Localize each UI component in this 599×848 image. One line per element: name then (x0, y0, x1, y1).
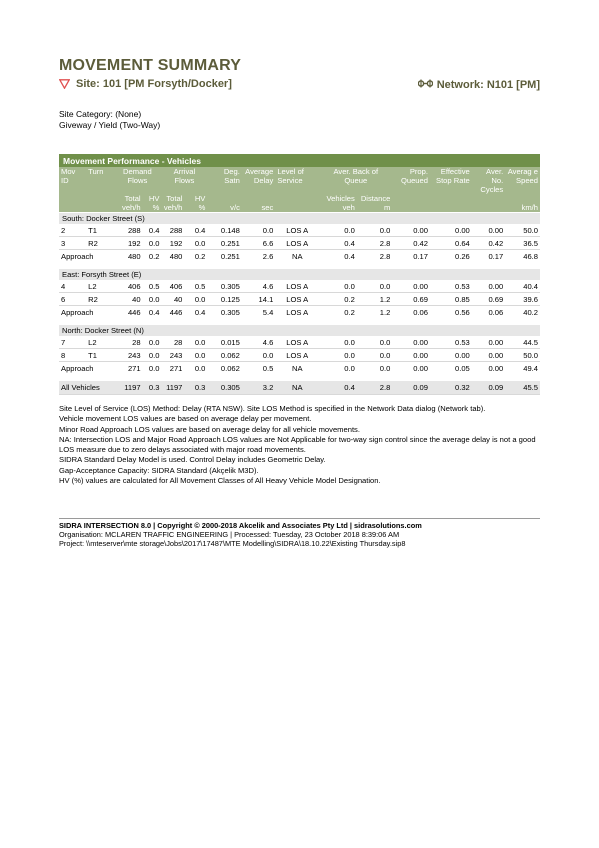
table-cell: 271 (113, 362, 142, 376)
table-cell: 36.5 (505, 237, 540, 250)
col-demand-flows: Demand Flows (113, 167, 161, 194)
table-cell: 0.32 (430, 381, 472, 395)
table-cell: 0.00 (472, 280, 505, 293)
col-mov-id: Mov ID (59, 167, 86, 194)
table-cell: 0.00 (430, 224, 472, 237)
table-cell: 0.0 (184, 362, 207, 376)
table-cell: 0.17 (472, 250, 505, 264)
table-cell: 0.0 (184, 349, 207, 362)
table-cell: 480 (113, 250, 142, 264)
table-cell: 0.0 (319, 224, 357, 237)
table-row (59, 349, 540, 362)
table-cell: LOS A (275, 336, 319, 349)
movement-table-container (59, 154, 540, 395)
table-cell: 2.6 (242, 250, 275, 264)
sub-queue-vehicles: Vehicles veh (319, 194, 357, 213)
all-vehicles-label: All Vehicles (59, 381, 113, 395)
table-cell: 0.3 (143, 381, 162, 395)
table-row (59, 224, 540, 237)
table-cell: 0.0 (319, 349, 357, 362)
table-cell: 14.1 (242, 293, 275, 306)
table-cell: 0.53 (430, 280, 472, 293)
section-name: East: Forsyth Street (E) (59, 269, 540, 280)
table-cell: 50.0 (505, 349, 540, 362)
approach-row (59, 306, 540, 320)
table-cell: 0.0 (319, 336, 357, 349)
table-cell: 0.305 (207, 306, 241, 320)
footer-organisation: Organisation: MCLAREN TRAFFIC ENGINEERING | Processed: Tuesday, 23 October 2018 8:39:06 AM (59, 530, 400, 540)
table-cell: 0.06 (472, 306, 505, 320)
table-cell: 0.4 (319, 250, 357, 264)
table-cell: 1197 (113, 381, 142, 395)
table-cell: 0.0 (143, 349, 162, 362)
footer-copyright: SIDRA INTERSECTION 8.0 | Copyright © 2000-2018 Akcelik and Associates Pty Ltd | sidrasolutions.com (59, 521, 422, 530)
table-cell: 0.09 (392, 381, 430, 395)
table-cell: 0.5 (143, 280, 162, 293)
site-meta (59, 109, 160, 131)
approach-row (59, 362, 540, 376)
table-cell: 0.0 (319, 362, 357, 376)
table-cell: 0.125 (207, 293, 241, 306)
col-level-of-service: Level of Service (275, 167, 319, 194)
table-cell: 0.00 (472, 336, 505, 349)
table-row (59, 280, 540, 293)
table-cell: 0.26 (430, 250, 472, 264)
table-cell: 0.0 (143, 293, 162, 306)
sub-demand-total: Total veh/h (113, 194, 142, 213)
table-cell: 0.0 (184, 293, 207, 306)
table-cell: 480 (161, 250, 184, 264)
table-cell: 0.0 (319, 280, 357, 293)
table-cell: 0.85 (430, 293, 472, 306)
section-name: South: Docker Street (S) (59, 213, 540, 225)
table-cell: 5.4 (242, 306, 275, 320)
table-cell: 0.3 (184, 381, 207, 395)
table-cell: 45.5 (505, 381, 540, 395)
table-cell: 1.2 (357, 293, 393, 306)
table-cell: 0.2 (319, 306, 357, 320)
table-cell: 0.4 (319, 381, 357, 395)
table-cell: 0.69 (472, 293, 505, 306)
table-cell: 0.0 (184, 237, 207, 250)
table-cell: 6 (59, 293, 86, 306)
table-cell: 0.4 (184, 224, 207, 237)
table-cell: 0.05 (430, 362, 472, 376)
table-cell: LOS A (275, 224, 319, 237)
table-cell: 0.17 (392, 250, 430, 264)
table-cell: 288 (161, 224, 184, 237)
network-icon (418, 79, 433, 91)
table-cell: 0.0 (242, 224, 275, 237)
section-header-row (59, 269, 540, 280)
table-cell: 1.2 (357, 306, 393, 320)
table-cell: 46.8 (505, 250, 540, 264)
table-cell: 0.305 (207, 280, 241, 293)
table-cell: 0.0 (357, 336, 393, 349)
table-cell: 0.0 (143, 362, 162, 376)
note: Vehicle movement LOS values are based on average delay per movement. (59, 414, 312, 424)
col-average-speed: Averag e Speed (505, 167, 540, 194)
table-title: Movement Performance - Vehicles (59, 154, 540, 167)
table-cell: 243 (161, 349, 184, 362)
table-cell: 446 (113, 306, 142, 320)
col-prop-queued: Prop. Queued (392, 167, 430, 194)
site-category: Site Category: (None) (59, 109, 142, 119)
approach-label: Approach (59, 250, 113, 264)
table-cell: 0.00 (392, 224, 430, 237)
section-name: North: Docker Street (N) (59, 325, 540, 336)
table-cell: 406 (161, 280, 184, 293)
table-cell: 2 (59, 224, 86, 237)
table-cell: 406 (113, 280, 142, 293)
table-cell: 40 (161, 293, 184, 306)
table-cell: 0.5 (184, 280, 207, 293)
notes-section (59, 404, 544, 487)
table-cell: 4 (59, 280, 86, 293)
table-cell: 0.00 (392, 336, 430, 349)
note: Minor Road Approach LOS values are based on average delay for all vehicle movements. (59, 424, 360, 434)
table-cell: R2 (86, 293, 113, 306)
table-cell: 6.6 (242, 237, 275, 250)
control-type: Giveway / Yield (Two-Way) (59, 120, 161, 130)
table-cell: L2 (86, 336, 113, 349)
table-cell: 0.00 (392, 362, 430, 376)
table-cell: 0.4 (143, 306, 162, 320)
sub-arrival-hv: HV % (184, 194, 207, 213)
table-row (59, 336, 540, 349)
table-cell: 0.0 (357, 349, 393, 362)
note: Gap-Acceptance Capacity: SIDRA Standard (Akçelik M3D). (59, 465, 259, 475)
table-cell: 0.69 (392, 293, 430, 306)
table-cell: 0.015 (207, 336, 241, 349)
table-cell: 0.53 (430, 336, 472, 349)
table-cell: 3 (59, 237, 86, 250)
table-cell: 0.64 (430, 237, 472, 250)
table-cell: 2.8 (357, 250, 393, 264)
col-deg-satn: Deg. Satn (207, 167, 241, 194)
col-arrival-flows: Arrival Flows (161, 167, 207, 194)
table-cell: 0.56 (430, 306, 472, 320)
note: NA: Intersection LOS and Major Road Approach LOS values are Not Applicable for two-way sign control since the average delay is not a good LOS measure due to zero delays associated with major road movements. (59, 435, 536, 454)
table-cell: LOS A (275, 293, 319, 306)
footer (59, 521, 422, 549)
table-cell: 0.42 (472, 237, 505, 250)
section-header-row (59, 213, 540, 225)
unit-kmh: km/h (505, 194, 540, 213)
table-cell: 288 (113, 224, 142, 237)
table-cell: 0.00 (430, 349, 472, 362)
table-cell: 1197 (161, 381, 184, 395)
table-cell: 49.4 (505, 362, 540, 376)
table-cell: R2 (86, 237, 113, 250)
table-cell: 0.2 (184, 250, 207, 264)
table-cell: T1 (86, 224, 113, 237)
approach-label: Approach (59, 306, 113, 320)
col-turn: Turn (86, 167, 113, 194)
table-cell: 0.00 (472, 224, 505, 237)
unit-vc: v/c (207, 194, 241, 213)
site-label (59, 78, 232, 90)
table-cell: NA (275, 362, 319, 376)
section-header-row (59, 325, 540, 336)
col-effective-stop-rate: Effective Stop Rate (430, 167, 472, 194)
note: HV (%) values are calculated for All Movement Classes of All Heavy Vehicle Model Designation. (59, 476, 381, 486)
table-cell: 28 (113, 336, 142, 349)
network-label (418, 79, 540, 91)
table-cell: LOS A (275, 280, 319, 293)
note: Site Level of Service (LOS) Method: Delay (RTA NSW). Site LOS Method is specified in the Network Data dialog (Network tab). (59, 404, 486, 413)
table-cell: 0.0 (357, 224, 393, 237)
movement-performance-table (59, 154, 540, 395)
table-cell: NA (275, 381, 319, 395)
table-cell: 40 (113, 293, 142, 306)
table-cell: 0.148 (207, 224, 241, 237)
table-cell: 39.6 (505, 293, 540, 306)
footer-divider (59, 518, 540, 519)
sub-queue-distance: Distance m (357, 194, 393, 213)
col-aver-no-cycles: Aver. No. Cycles (472, 167, 505, 194)
table-cell: 0.0 (242, 349, 275, 362)
table-cell: LOS A (275, 306, 319, 320)
table-cell: 0.09 (472, 381, 505, 395)
table-row (59, 237, 540, 250)
table-cell: 0.00 (472, 349, 505, 362)
table-cell: 8 (59, 349, 86, 362)
table-cell: 40.4 (505, 280, 540, 293)
table-cell: 192 (161, 237, 184, 250)
site-name: Site: 101 [PM Forsyth/Docker] (76, 78, 232, 90)
table-cell: 2.8 (357, 381, 393, 395)
table-cell: 0.0 (184, 336, 207, 349)
approach-row (59, 250, 540, 264)
table-cell: 0.0 (143, 237, 162, 250)
sub-demand-hv: HV % (143, 194, 162, 213)
table-cell: 4.6 (242, 280, 275, 293)
page-title: MOVEMENT SUMMARY (59, 57, 242, 74)
table-cell: 44.5 (505, 336, 540, 349)
sub-arrival-total: Total veh/h (161, 194, 184, 213)
table-cell: NA (275, 250, 319, 264)
table-cell: 2.8 (357, 237, 393, 250)
table-cell: 243 (113, 349, 142, 362)
unit-sec: sec (242, 194, 275, 213)
table-cell: 3.2 (242, 381, 275, 395)
table-cell: 0.062 (207, 362, 241, 376)
table-cell: 0.4 (184, 306, 207, 320)
table-cell: 28 (161, 336, 184, 349)
table-cell: 0.251 (207, 237, 241, 250)
table-cell: LOS A (275, 237, 319, 250)
table-cell: 7 (59, 336, 86, 349)
table-cell: 0.06 (392, 306, 430, 320)
table-cell: 192 (113, 237, 142, 250)
table-cell: 0.2 (143, 250, 162, 264)
table-cell: 0.251 (207, 250, 241, 264)
table-cell: 0.305 (207, 381, 241, 395)
table-cell: 0.0 (357, 280, 393, 293)
table-cell: 50.0 (505, 224, 540, 237)
table-cell: 0.4 (319, 237, 357, 250)
table-cell: T1 (86, 349, 113, 362)
note: SIDRA Standard Delay Model is used. Control Delay includes Geometric Delay. (59, 455, 326, 465)
table-cell: 0.0 (143, 336, 162, 349)
network-name: Network: N101 [PM] (436, 79, 540, 91)
table-cell: 0.5 (242, 362, 275, 376)
footer-project: Project: \\mteserver\mte storage\Jobs\2017\17487\MTE Modelling\SIDRA\18.10.22\Existing Thursday.sip8 (59, 539, 406, 549)
yield-triangle-icon (59, 79, 70, 89)
table-cell: 0.4 (143, 224, 162, 237)
table-cell: 0.0 (357, 362, 393, 376)
table-cell: 0.42 (392, 237, 430, 250)
table-cell: L2 (86, 280, 113, 293)
table-cell: 40.2 (505, 306, 540, 320)
table-cell: 271 (161, 362, 184, 376)
table-cell: 4.6 (242, 336, 275, 349)
table-cell: 0.00 (392, 349, 430, 362)
approach-label: Approach (59, 362, 113, 376)
col-back-of-queue: Aver. Back of Queue (319, 167, 392, 194)
col-average-delay: Average Delay (242, 167, 275, 194)
table-cell: 0.2 (319, 293, 357, 306)
table-cell: 0.00 (472, 362, 505, 376)
table-cell: 446 (161, 306, 184, 320)
table-cell: 0.062 (207, 349, 241, 362)
table-cell: LOS A (275, 349, 319, 362)
table-cell: 0.00 (392, 280, 430, 293)
all-vehicles-row (59, 381, 540, 395)
table-row (59, 293, 540, 306)
